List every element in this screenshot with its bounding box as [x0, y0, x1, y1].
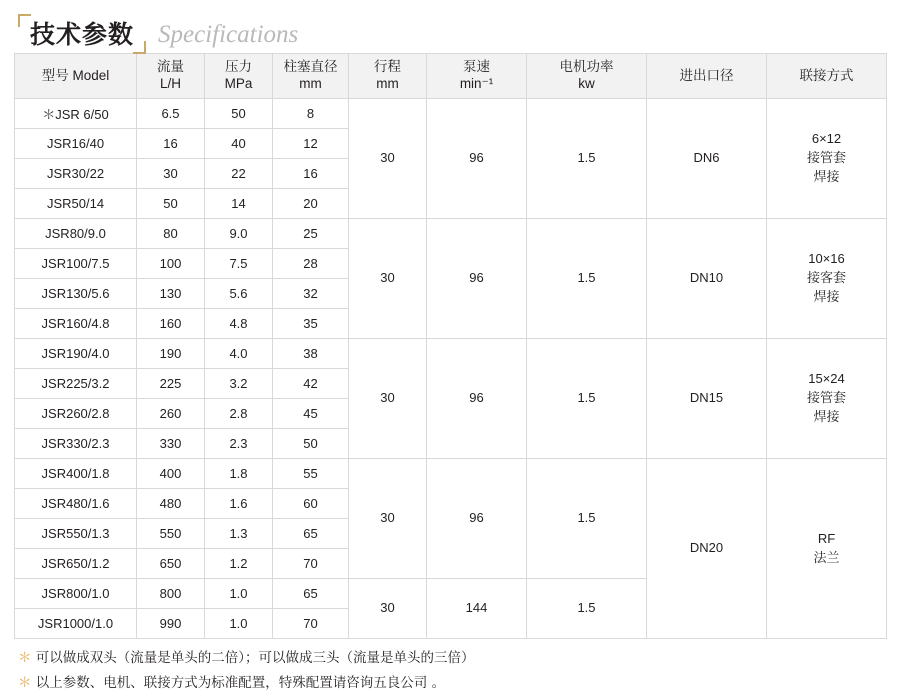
page-header: [14, 0, 886, 48]
cell-model: JSR330/2.3: [15, 429, 137, 459]
cell-plunger-diameter: 32: [273, 279, 349, 309]
column-header-model-line1: 型号 Model: [41, 67, 110, 83]
cell-model: JSR400/1.8: [15, 459, 137, 489]
footnote-text: 可以做成双头（流量是单头的二倍）；可以做成三头（流量是单头的三倍）: [35, 650, 475, 666]
page-title: 技术参数: [30, 20, 135, 49]
cell-model: JSR16/40: [15, 129, 137, 159]
cell-motor-power: 1.5: [527, 339, 647, 459]
column-header-flow: [137, 54, 205, 99]
cell-flow: 190: [137, 339, 205, 369]
footnote-star-icon: ＊: [18, 674, 32, 690]
corner-bracket-top-left-icon: [18, 14, 31, 27]
cell-model: JSR160/4.8: [15, 309, 137, 339]
cell-motor-power: 1.5: [527, 579, 647, 639]
cell-port-size: DN10: [647, 219, 767, 339]
cell-flow: 16: [137, 129, 205, 159]
cell-pressure: 1.8: [205, 459, 273, 489]
cell-connection-type: RF 法兰: [767, 459, 887, 639]
cell-flow: 225: [137, 369, 205, 399]
cell-plunger-diameter: 70: [273, 609, 349, 639]
cell-connection-type: 6×12 接管套 焊接: [767, 99, 887, 219]
cell-pressure: 9.0: [205, 219, 273, 249]
corner-bracket-bottom-right-icon: [133, 41, 146, 54]
column-header-pressure-line1: 压力: [225, 59, 252, 75]
column-header-pump-speed: [427, 54, 527, 99]
cell-plunger-diameter: 20: [273, 189, 349, 219]
cell-pump-speed: 96: [427, 99, 527, 219]
cell-plunger-diameter: 60: [273, 489, 349, 519]
cell-connection-type: 10×16 接客套 焊接: [767, 219, 887, 339]
table-row: [15, 459, 887, 489]
cell-model: JSR1000/1.0: [15, 609, 137, 639]
column-header-plunger-diameter: [273, 54, 349, 99]
cell-model: JSR480/1.6: [15, 489, 137, 519]
cell-pump-speed: 96: [427, 219, 527, 339]
column-header-plunger-line1: 柱塞直径: [283, 59, 338, 75]
cell-flow: 550: [137, 519, 205, 549]
specifications-table: [14, 53, 887, 639]
cell-pressure: 5.6: [205, 279, 273, 309]
cell-flow: 260: [137, 399, 205, 429]
cell-flow: 6.5: [137, 99, 205, 129]
cell-pressure: 2.8: [205, 399, 273, 429]
cell-plunger-diameter: 12: [273, 129, 349, 159]
cell-model: JSR30/22: [15, 159, 137, 189]
cell-plunger-diameter: 50: [273, 429, 349, 459]
cell-stroke: 30: [349, 219, 427, 339]
column-header-power-line2: kw: [578, 76, 595, 91]
table-row: [15, 99, 887, 129]
cell-pressure: 2.3: [205, 429, 273, 459]
cell-motor-power: 1.5: [527, 459, 647, 579]
cell-plunger-diameter: 70: [273, 549, 349, 579]
column-header-stroke: [349, 54, 427, 99]
cell-pressure: 1.0: [205, 609, 273, 639]
cell-model: JSR550/1.3: [15, 519, 137, 549]
cell-stroke: 30: [349, 99, 427, 219]
cell-pressure: 22: [205, 159, 273, 189]
cell-port-size: DN20: [647, 459, 767, 639]
cell-model: JSR800/1.0: [15, 579, 137, 609]
cell-pressure: 1.6: [205, 489, 273, 519]
column-header-pressure-line2: MPa: [224, 76, 253, 91]
cell-flow: 50: [137, 189, 205, 219]
table-header: [15, 54, 887, 99]
column-header-connection-line1: 联接方式: [799, 67, 854, 83]
cell-flow: 80: [137, 219, 205, 249]
cell-plunger-diameter: 35: [273, 309, 349, 339]
page-title-english: Specifications: [158, 21, 299, 48]
table-header-row: [15, 54, 887, 99]
cell-pump-speed: 144: [427, 579, 527, 639]
cell-flow: 400: [137, 459, 205, 489]
cell-plunger-diameter: 65: [273, 519, 349, 549]
footnotes: [14, 646, 886, 696]
cell-flow: 160: [137, 309, 205, 339]
cell-pressure: 7.5: [205, 249, 273, 279]
cell-plunger-diameter: 55: [273, 459, 349, 489]
cell-port-size: DN6: [647, 99, 767, 219]
cell-flow: 990: [137, 609, 205, 639]
cell-stroke: 30: [349, 579, 427, 639]
column-header-stroke-line1: 行程: [374, 59, 401, 75]
column-header-speed-line1: 泵速: [463, 59, 490, 75]
cell-flow: 100: [137, 249, 205, 279]
cell-flow: 30: [137, 159, 205, 189]
column-header-motor-power: [527, 54, 647, 99]
cell-connection-type: 15×24 接管套 焊接: [767, 339, 887, 459]
cell-flow: 130: [137, 279, 205, 309]
column-header-plunger-line2: mm: [299, 76, 322, 91]
footnote-item: [18, 646, 886, 671]
cell-pressure: 40: [205, 129, 273, 159]
cell-pressure: 4.8: [205, 309, 273, 339]
cell-pressure: 14: [205, 189, 273, 219]
footnote-item: [18, 671, 886, 696]
cell-model: JSR130/5.6: [15, 279, 137, 309]
column-header-stroke-line2: mm: [376, 76, 399, 91]
column-header-power-line1: 电机功率: [559, 59, 614, 75]
cell-pump-speed: 96: [427, 339, 527, 459]
cell-pressure: 3.2: [205, 369, 273, 399]
cell-motor-power: 1.5: [527, 219, 647, 339]
column-header-port-size: [647, 54, 767, 99]
cell-pressure: 4.0: [205, 339, 273, 369]
cell-plunger-diameter: 42: [273, 369, 349, 399]
cell-stroke: 30: [349, 339, 427, 459]
cell-plunger-diameter: 38: [273, 339, 349, 369]
cell-model: JSR260/2.8: [15, 399, 137, 429]
cell-pressure: 1.3: [205, 519, 273, 549]
cell-flow: 330: [137, 429, 205, 459]
cell-pump-speed: 96: [427, 459, 527, 579]
cell-plunger-diameter: 45: [273, 399, 349, 429]
column-header-pressure: [205, 54, 273, 99]
cell-flow: 480: [137, 489, 205, 519]
cell-model: JSR650/1.2: [15, 549, 137, 579]
cell-model: JSR80/9.0: [15, 219, 137, 249]
cell-plunger-diameter: 16: [273, 159, 349, 189]
column-header-flow-line1: 流量: [157, 59, 184, 75]
cell-model: JSR225/3.2: [15, 369, 137, 399]
cell-flow: 650: [137, 549, 205, 579]
title-cn-wrap: [20, 22, 144, 48]
cell-plunger-diameter: 65: [273, 579, 349, 609]
column-header-connection-type: [767, 54, 887, 99]
table-row: [15, 219, 887, 249]
cell-model: ＊JSR 6/50: [15, 99, 137, 129]
cell-plunger-diameter: 8: [273, 99, 349, 129]
table-body: [15, 99, 887, 639]
cell-plunger-diameter: 28: [273, 249, 349, 279]
footnote-text: 以上参数、电机、联接方式为标准配置，特殊配置请咨询五良公司 。: [35, 674, 446, 691]
cell-stroke: 30: [349, 459, 427, 579]
table-row: [15, 339, 887, 369]
column-header-model: [15, 54, 137, 99]
column-header-port-line1: 进出口径: [679, 67, 734, 83]
cell-model: JSR50/14: [15, 189, 137, 219]
cell-plunger-diameter: 25: [273, 219, 349, 249]
cell-model: JSR190/4.0: [15, 339, 137, 369]
column-header-speed-line2: min⁻¹: [459, 76, 494, 91]
cell-pressure: 1.2: [205, 549, 273, 579]
cell-motor-power: 1.5: [527, 99, 647, 219]
cell-pressure: 50: [205, 99, 273, 129]
cell-model: JSR100/7.5: [15, 249, 137, 279]
cell-flow: 800: [137, 579, 205, 609]
cell-port-size: DN15: [647, 339, 767, 459]
cell-pressure: 1.0: [205, 579, 273, 609]
footnote-star-icon: ＊: [18, 650, 32, 665]
column-header-flow-line2: L/H: [159, 76, 181, 91]
